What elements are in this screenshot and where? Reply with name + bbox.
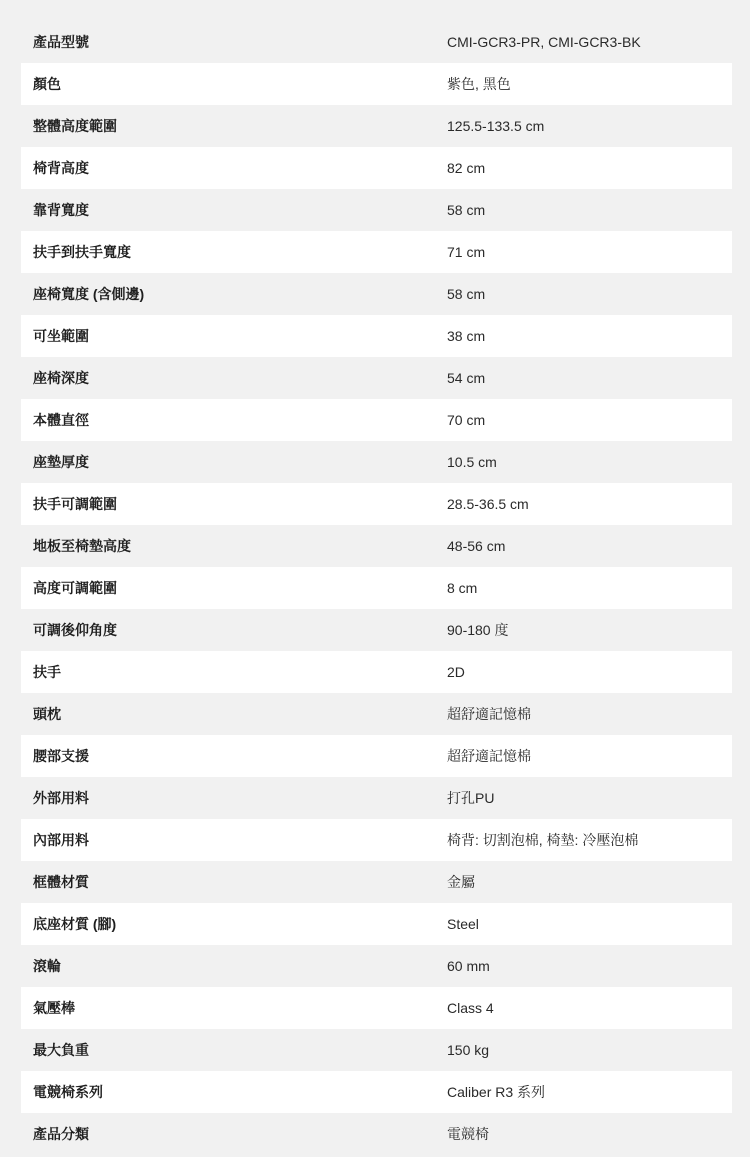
spec-value: Steel [447, 916, 479, 932]
spec-value: 28.5-36.5 cm [447, 496, 529, 512]
spec-row-gas-lift [21, 987, 732, 1029]
spec-label: 地板至椅墊高度 [33, 538, 131, 554]
spec-label: 最大負重 [33, 1042, 89, 1058]
spec-value: 2D [447, 664, 465, 680]
spec-label: 椅背高度 [33, 160, 89, 176]
spec-row-inner-material [21, 819, 732, 861]
spec-row-model [21, 21, 732, 63]
spec-row-headrest [21, 693, 732, 735]
spec-row-max-load [21, 1029, 732, 1071]
spec-label: 產品型號 [33, 34, 89, 50]
spec-value: 超舒適記憶棉 [447, 706, 531, 722]
spec-value: 58 cm [447, 202, 486, 218]
spec-value: 58 cm [447, 286, 486, 302]
spec-label: 本體直徑 [33, 412, 89, 428]
spec-label: 座墊厚度 [33, 454, 89, 470]
spec-row-floor-to-seat [21, 525, 732, 567]
spec-label: 可調後仰角度 [33, 622, 117, 638]
spec-row-armrest [21, 651, 732, 693]
spec-value: 8 cm [447, 580, 478, 596]
spec-row-casters [21, 945, 732, 987]
spec-row-sitting-range [21, 315, 732, 357]
spec-row-backrest-width [21, 189, 732, 231]
spec-label: 高度可調範圍 [33, 580, 117, 596]
spec-row-frame-material [21, 861, 732, 903]
spec-value: 打孔PU [447, 790, 495, 806]
spec-label: 可坐範圍 [33, 328, 89, 344]
spec-value: 電競椅 [447, 1126, 489, 1142]
spec-row-color [21, 63, 732, 105]
spec-label: 顏色 [33, 76, 61, 92]
spec-row-outer-material [21, 777, 732, 819]
spec-label: 扶手 [33, 664, 61, 680]
spec-value: 60 mm [447, 958, 490, 974]
spec-row-cushion-thickness [21, 441, 732, 483]
spec-label: 靠背寬度 [33, 202, 89, 218]
spec-value: CMI-GCR3-PR, CMI-GCR3-BK [447, 34, 641, 50]
spec-label: 內部用料 [33, 832, 89, 848]
spec-label: 滾輪 [33, 958, 61, 974]
spec-value: 82 cm [447, 160, 486, 176]
spec-label: 電競椅系列 [33, 1084, 103, 1100]
spec-row-armrest-range [21, 483, 732, 525]
spec-label: 扶手到扶手寬度 [33, 244, 131, 260]
spec-row-overall-height [21, 105, 732, 147]
spec-value: 125.5-133.5 cm [447, 118, 545, 134]
spec-label: 框體材質 [33, 874, 89, 890]
spec-label: 座椅寬度 (含側邊) [33, 286, 145, 302]
spec-value: 71 cm [447, 244, 486, 260]
spec-value: 金屬 [447, 874, 475, 890]
spec-value: 70 cm [447, 412, 486, 428]
spec-value: 90-180 度 [447, 622, 509, 638]
spec-value: 超舒適記憶棉 [447, 748, 531, 764]
spec-value: 椅背: 切割泡棉, 椅墊: 冷壓泡棉 [447, 832, 639, 848]
spec-value: 紫色, 黑色 [447, 76, 511, 92]
spec-row-armrest-width [21, 231, 732, 273]
spec-value: 48-56 cm [447, 538, 506, 554]
spec-row-seat-depth [21, 357, 732, 399]
spec-row-base-diameter [21, 399, 732, 441]
spec-value: 38 cm [447, 328, 486, 344]
spec-row-height-adjust [21, 567, 732, 609]
spec-table [21, 21, 732, 1155]
spec-label: 腰部支援 [33, 748, 89, 764]
spec-label: 氣壓棒 [33, 1000, 75, 1016]
spec-label: 整體高度範圍 [33, 118, 117, 134]
spec-row-base-material [21, 903, 732, 945]
spec-label: 座椅深度 [33, 370, 89, 386]
spec-row-recline-angle [21, 609, 732, 651]
spec-label: 頭枕 [33, 706, 61, 722]
spec-row-seat-width [21, 273, 732, 315]
spec-value: 10.5 cm [447, 454, 497, 470]
spec-row-backrest-height [21, 147, 732, 189]
spec-row-series [21, 1071, 732, 1113]
spec-label: 外部用料 [33, 790, 89, 806]
spec-row-category [21, 1113, 732, 1155]
spec-label: 產品分類 [33, 1126, 89, 1142]
spec-value: 150 kg [447, 1042, 490, 1058]
spec-value: Class 4 [447, 1000, 494, 1016]
spec-value: 54 cm [447, 370, 486, 386]
spec-value: Caliber R3 系列 [447, 1084, 546, 1100]
spec-label: 扶手可調範圍 [33, 496, 117, 512]
spec-label: 底座材質 (腳) [33, 916, 117, 932]
spec-row-lumbar-support [21, 735, 732, 777]
